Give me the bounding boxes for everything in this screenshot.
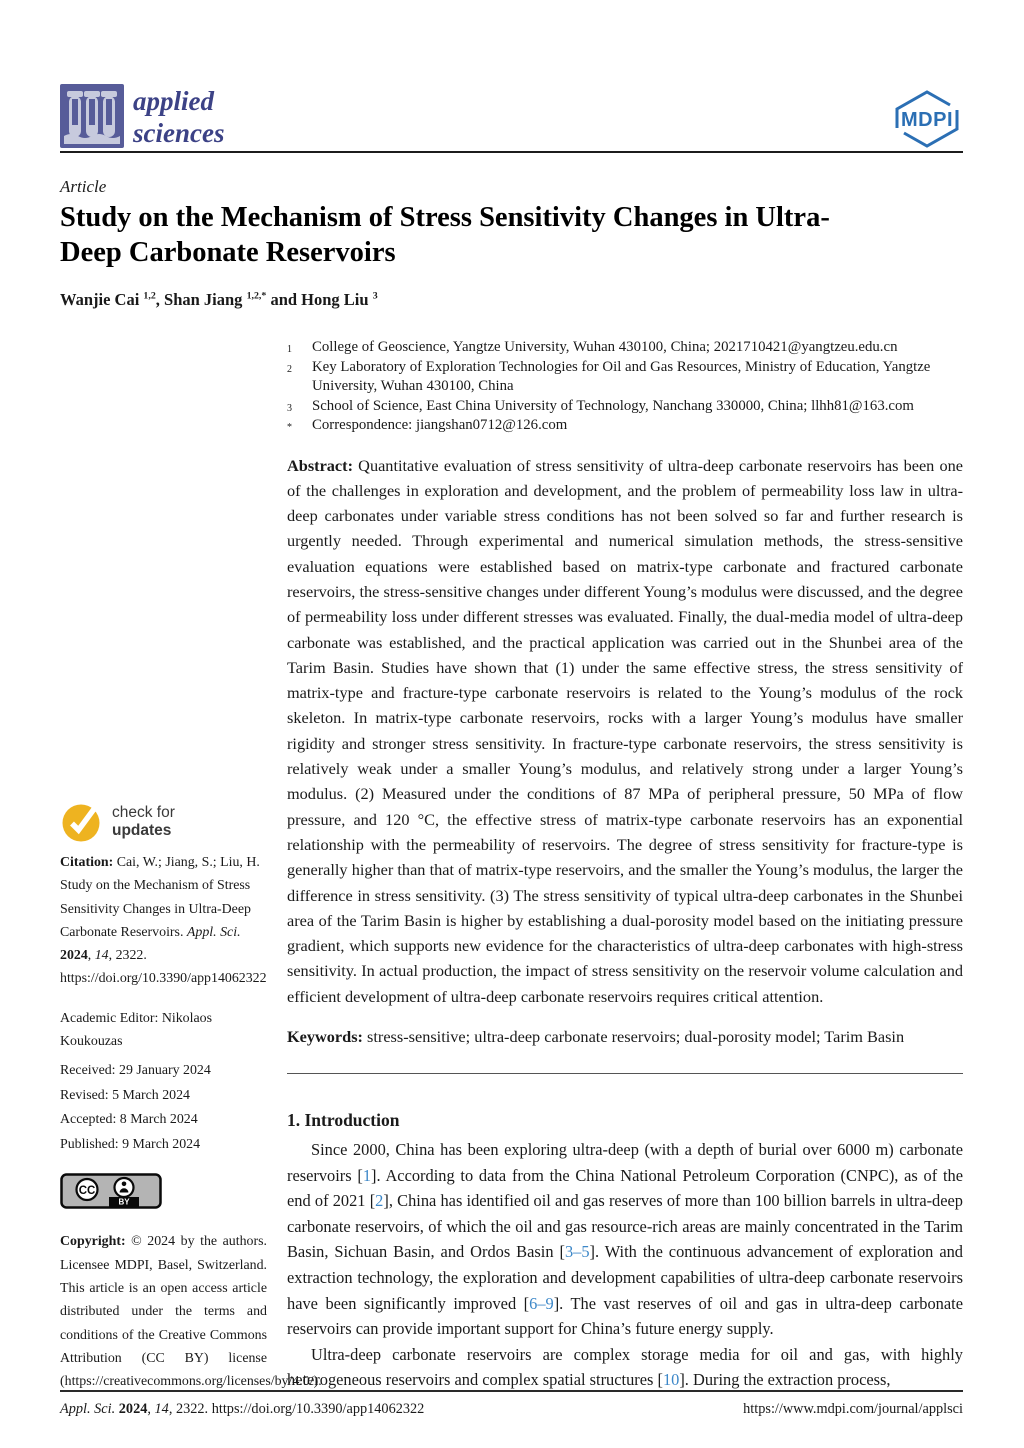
text-segment: 14: [94, 948, 109, 964]
footer-citation: [60, 1401, 424, 1418]
text-segment: , 2322. https://doi.org/10.3390/app14062322: [168, 1401, 425, 1417]
intro-paragraph: [287, 1342, 963, 1393]
text-segment: 2024: [60, 948, 88, 964]
copyright-text: © 2024 by the authors. Licensee MDPI, Basel, Switzerland. This article is an open access article distributed under the terms and conditions of the Creative Commons Attribution (CC BY) license (https://creativecommons.org/licenses/by/4.0/).: [60, 1234, 322, 1390]
copyright-block: [60, 1230, 322, 1393]
text-segment: Appl. Sci.: [60, 1401, 119, 1417]
correspondence-text: Correspondence: jiangshan0712@126.com: [312, 417, 568, 433]
affiliation-item: [287, 358, 963, 397]
check-badge-line1: check for: [112, 804, 175, 821]
affiliation-item: [287, 397, 963, 417]
text-segment: ,: [147, 1401, 155, 1417]
footer-rule: [60, 1390, 963, 1392]
header-rule: [60, 151, 963, 153]
cc-by-icon: [60, 1173, 162, 1209]
text-segment: 3: [372, 290, 378, 302]
license-badge[interactable]: [60, 1173, 267, 1214]
affiliation-text: Key Laboratory of Exploration Technologies for Oil and Gas Resources, Ministry of Education, Yangtze University, Wuhan 430100, China: [312, 358, 931, 394]
affiliation-text: School of Science, East China University of Technology, Nanchang 330000, China; llhh81@163.com: [312, 397, 914, 414]
accepted-date: Accepted: 8 March 2024: [60, 1112, 198, 1128]
reference-link[interactable]: 6–9: [529, 1293, 554, 1313]
check-badge-text: [112, 804, 175, 840]
authors-line: [60, 290, 890, 310]
received-date: Received: 29 January 2024: [60, 1063, 211, 1079]
reference-link[interactable]: 1: [362, 1165, 372, 1185]
reference-link[interactable]: 3–5: [564, 1242, 590, 1262]
text-segment: ]. According to data from the China National Petroleum Corporation (CNPC), as of the end of 2021 [: [287, 1165, 963, 1211]
affiliation-text: College of Geoscience, Yangtze University, Wuhan 430100, China; 2021710421@yangtzeu.edu.cn: [312, 339, 898, 355]
text-segment: Wanjie Cai: [60, 290, 144, 309]
journal-logo: [60, 84, 124, 153]
affiliation-item: [287, 338, 963, 358]
abstract-text: Quantitative evaluation of stress sensitivity of ultra-deep carbonate reservoirs has been one of the challenges in exploration and development, and the problem of permeability loss law in ultra-deep carbonates under variable stress conditions has not been solved so far and further research is urgently needed. Through experimental and numerical simulation methods, the stress-sensitive evaluation equations were established based on matrix-type carbonate and fractured carbonate reservoirs, the stress-sensitive changes under different Young’s modulus were discussed, and the degree of permeability loss under different stresses was evaluated. Finally, the dual-media model of ultra-deep carbonate was established, and the practical application was carried out in the Shunbei area of the Tarim Basin. Studies have shown that (1) under the same effective stress, the stress sensitivity of matrix-type and fracture-type carbonate reservoirs is related to the Young’s modulus of the rock skeleton. In matrix-type carbonate reservoirs, rocks with a larger Young’s modulus have smaller rigidity and stronger stress sensitivity. In fracture-type carbonate reservoirs, the stress sensitivity is relatively weak under a smaller Young’s modulus, and relatively strong under a larger Young’s modulus. (2) Measured under the conditions of 87 MPa of peripheral pressure, 50 MPa of flow pressure, and 120 °C, the effective stress of matrix-type carbonate reservoirs has an exponential relationship with the permeability of reservoirs. The degree of stress sensitivity for fracture-type is generally higher than that of matrix-type reservoirs, and the smaller the Young’s modulus, the larger the difference in stress sensitivity. (3) The stress sensitivity of typical ultra-deep carbonates in the Shunbei area of the Tarim Basin is higher by establishing a dual-porosity model based on the initiating pressure gradient, which supports new evidence for the characteristics of ultra-deep carbonates with high-stress sensitivity. In actual production, the impact of stress sensitivity on the reservoir volume calculation and efficient development of ultra-deep carbonate reservoirs requires critical attention.: [287, 455, 963, 1006]
text-segment: ,: [87, 948, 95, 964]
abstract: [287, 453, 963, 1010]
affiliations: [287, 338, 963, 436]
reference-link[interactable]: 2: [375, 1191, 384, 1211]
check-circle-icon: [60, 801, 102, 843]
text-segment: ]. The vast reserves of oil and gas in ultra-deep carbonate reservoirs can provide important support for China’s future energy supply.: [287, 1293, 963, 1339]
text-segment: Since 2000, China has been exploring ultra-deep (with a depth of burial over 6000 m) carbonate reservoirs [: [287, 1140, 963, 1185]
section-divider: [287, 1073, 963, 1074]
journal-name-line2: sciences: [133, 118, 225, 148]
text-segment: , Shan Jiang: [155, 290, 247, 309]
text-segment: Appl. Sci.: [186, 924, 241, 940]
publisher-logo: [891, 90, 963, 153]
affiliation-marker: 3: [287, 402, 292, 414]
text-segment: Cai, W.; Jiang, S.; Liu, H. Study on the Mechanism of Stress Sensitivity Changes in Ultra-Deep Carbonate Reservoirs.: [60, 855, 260, 940]
abstract-label: Abstract:: [287, 455, 354, 475]
text-segment: 14: [154, 1401, 169, 1417]
cc-glyph: CC: [78, 1185, 96, 1198]
footer-journal-url: https://www.mdpi.com/journal/applsci: [743, 1401, 963, 1417]
affiliation-marker: *: [287, 422, 292, 433]
journal-name-line1: applied: [133, 86, 214, 116]
sidebar: [60, 801, 322, 1393]
academic-editor-block: Academic Editor: Nikolaos Koukouzas: [60, 1010, 212, 1050]
section-heading-introduction: 1. Introduction: [287, 1110, 400, 1131]
text-segment: and Hong Liu: [266, 290, 373, 309]
publisher-logo-text: MDPI: [901, 109, 953, 131]
affiliation-item: [287, 416, 963, 436]
journal-name: [133, 85, 224, 149]
reference-link[interactable]: 10: [662, 1370, 680, 1390]
text-segment: ], China has identified oil and gas reserves of more than 100 billion barrels in ultra-deep carbonate reservoirs, of which the oil and gas resource-rich areas are mainly concentrated in the Tarim Basin, Sichuan Basin, and Ordos Basin [: [287, 1191, 963, 1262]
affiliation-marker: 2: [287, 363, 292, 375]
keywords-label: Keywords:: [287, 1027, 363, 1047]
published-date: Published: 9 March 2024: [60, 1136, 201, 1152]
copyright-label: Copyright:: [60, 1234, 126, 1250]
mdpi-hexagon-icon: [891, 90, 963, 148]
check-badge-line2: updates: [112, 822, 172, 839]
citation-text: [60, 855, 267, 986]
text-segment: 1,2,*: [246, 290, 267, 302]
article-type-label: Article: [60, 177, 107, 196]
test-tubes-icon: [60, 84, 124, 148]
text-segment: , 2322. https://doi.org/10.3390/app14062322: [60, 948, 267, 987]
intro-paragraph: [287, 1137, 963, 1342]
by-glyph: BY: [118, 1198, 130, 1208]
page-title: Study on the Mechanism of Stress Sensitivity Changes in Ultra-Deep Carbonate Reservoirs: [60, 202, 830, 268]
text-segment: 2024: [118, 1401, 148, 1417]
text-segment: Ultra-deep carbonate reservoirs are complex storage media for oil and gas, with highly heterogeneous reservoirs and complex spatial structures [: [287, 1344, 963, 1390]
affiliation-marker: 1: [287, 344, 292, 355]
citation-label: Citation:: [60, 855, 114, 870]
check-for-updates-badge[interactable]: [60, 801, 267, 843]
text-segment: ]. During the extraction process,: [679, 1370, 891, 1390]
keywords: [287, 1025, 963, 1049]
citation-block: [60, 851, 267, 991]
text-segment: 1,2: [143, 290, 156, 302]
revised-date: Revised: 5 March 2024: [60, 1087, 191, 1103]
title-block: [60, 177, 890, 310]
history-dates: [60, 1059, 267, 1157]
text-segment: ]. With the continuous advancement of exploration and extraction technology, the exploration and development capabilities of ultra-deep carbonate reservoirs have been significantly improved [: [287, 1242, 963, 1313]
keywords-text: stress-sensitive; ultra-deep carbonate reservoirs; dual-porosity model; Tarim Basin: [362, 1027, 905, 1047]
main-column: [287, 338, 963, 1393]
